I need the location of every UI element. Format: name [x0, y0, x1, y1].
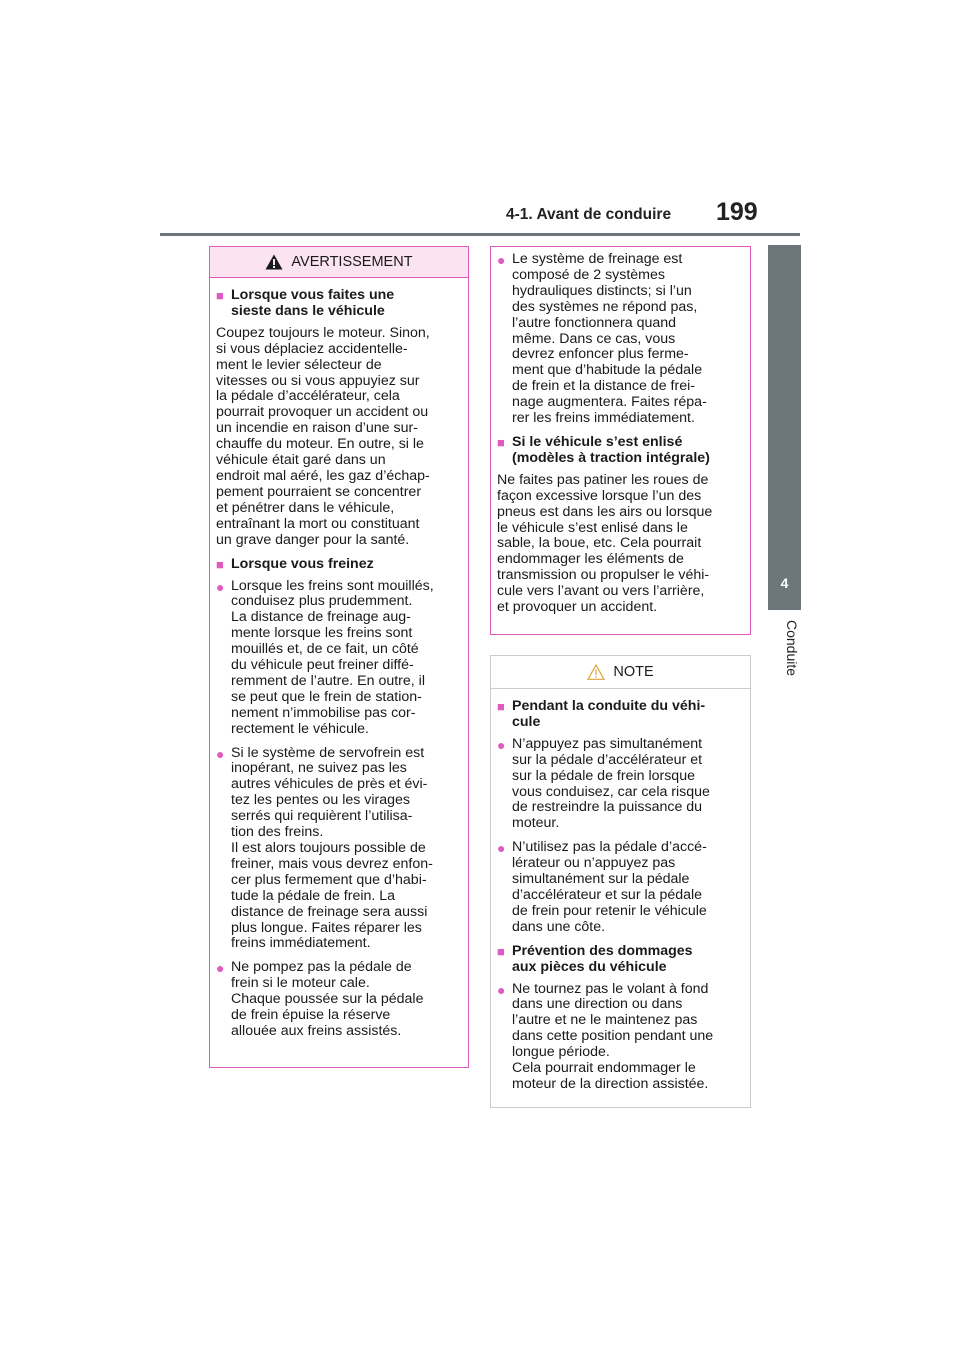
warning-bullet	[216, 579, 462, 738]
note-heading: NOTE	[613, 664, 654, 680]
circle-bullet-icon: ●	[216, 578, 225, 595]
warning-bullet-text: Si le système de servofrein est inopérant, ne suivez pas les autres véhicules de près et évi- tez les pentes ou les virages serrés qui requièrent l’utilisa- tion des freins. Il est alors toujours possible de freiner, mais vous devrez enfon- cer plus fermement que d’habi- tude la pédale de frein. La distance de freinage sera aussi plus longue. Faites réparer les freins immédiatement.	[231, 744, 433, 952]
note-section-title-text: Prévention des dommages aux pièces du véhicule	[512, 942, 693, 975]
warning-paragraph: Ne faites pas patiner les roues de façon excessive lorsque l’un des pneus est dans les airs ou lorsque le véhicule s’est enlisé dans le sable, la boue, etc. Cela pourrait endommager les éléments de transmission ou propulser le véhi- cule vers l’avant ou vers l’arrière, et provoquer un accident.	[497, 471, 713, 616]
note-section-title	[497, 699, 744, 731]
caution-triangle-icon	[587, 664, 605, 680]
warning-box-continued	[490, 246, 751, 635]
note-bullet	[497, 737, 744, 832]
warning-paragraph: Coupez toujours le moteur. Sinon, si vous déplaciez accidentelle- ment le levier sélecteur de vitesses ou si vous appuyiez sur la pédale d’accélérateur, cela pourrait provoquer un accident ou un incendie en raison d’une sur- chauffe du moteur. En outre, si le véhicule était garé dans un endroit mal aéré, les gaz d’échap- pement pourraient se concentrer et pénétrer dans le véhicule, entraînant la mort ou constituant un grave danger pour la santé.	[216, 324, 430, 548]
warning-section-title-text: Si le véhicule s’est enlisé (modèles à traction intégrale)	[512, 433, 710, 466]
square-bullet-icon: ■	[497, 943, 505, 959]
circle-bullet-icon: ●	[497, 252, 506, 268]
circle-bullet-icon: ●	[497, 736, 506, 753]
note-header	[491, 656, 750, 689]
note-section-title	[497, 944, 744, 976]
note-bullet	[497, 982, 744, 1093]
note-bullet	[497, 840, 744, 935]
note-box	[490, 655, 751, 1108]
note-bullet-text: N’utilisez pas la pédale d’accé- lérateur ou n’appuyez pas simultanément sur la pédale d’accélérateur et sur la pédale de frein pour retenir le véhicule dans une côte.	[512, 839, 707, 935]
note-section-title-text: Pendant la conduite du véhi- cule	[512, 698, 706, 730]
warning-box	[209, 246, 469, 1068]
warning-bullet	[216, 746, 462, 953]
circle-bullet-icon: ●	[216, 745, 225, 762]
note-bullet-text: Ne tournez pas le volant à fond dans une direction ou dans l’autre et ne le maintenez pas dans cette position pendant une longue période. Cela pourrait endommager le moteur de la direction assistée.	[512, 980, 714, 1092]
square-bullet-icon: ■	[216, 556, 224, 572]
page-number: 199	[716, 198, 758, 226]
warning-heading: AVERTISSEMENT	[291, 254, 413, 270]
section-title: 4-1. Avant de conduire	[506, 206, 672, 223]
warning-triangle-icon	[265, 254, 283, 270]
circle-bullet-icon: ●	[497, 981, 506, 998]
warning-bullet	[497, 252, 744, 427]
warning-header	[210, 247, 468, 278]
warning-section-title	[216, 288, 462, 320]
warning-bullet-text: Lorsque les freins sont mouillés, conduisez plus prudemment. La distance de freinage aug- mente lorsque les freins sont mouillés et, de ce fait, un côté du véhicule peut freiner diffé- remment de l’autre. En outre, il se peut que le frein de station- nement n’immobilise pas cor- rectement le véhicule.	[231, 577, 434, 737]
warning-section-title	[497, 435, 744, 467]
header-divider	[160, 233, 800, 236]
warning-section-title-text: Lorsque vous faites une sieste dans le véhicule	[231, 287, 395, 319]
square-bullet-icon: ■	[497, 434, 505, 450]
warning-section-title-text: Lorsque vous freinez	[231, 555, 374, 572]
square-bullet-icon: ■	[216, 288, 224, 303]
circle-bullet-icon: ●	[216, 960, 225, 977]
chapter-number: 4	[780, 575, 789, 591]
circle-bullet-icon: ●	[497, 840, 506, 857]
warning-bullet-text: Ne pompez pas la pédale de frein si le moteur cale. Chaque poussée sur la pédale de frein épuise la réserve allouée aux freins assistés.	[231, 959, 424, 1039]
chapter-tab	[768, 245, 801, 610]
chapter-label: Conduite	[784, 620, 800, 677]
warning-bullet-text: Le système de freinage est composé de 2 systèmes hydrauliques distincts; si l’un des systèmes ne répond pas, l’autre fonctionnera quand même. Dans ce cas, vous devrez enfoncer plus ferme- ment que d’habitude la pédale de frein et la distance de frei- nage augmentera. Faites répa- rer les freins immédiatement.	[512, 251, 707, 427]
square-bullet-icon: ■	[497, 699, 505, 714]
warning-section-title	[216, 557, 462, 573]
warning-bullet	[216, 960, 462, 1040]
note-bullet-text: N’appuyez pas simultanément sur la pédale d’accélérateur et sur la pédale de frein lorsque vous conduisez, car cela risque de restreindre la puissance du moteur.	[512, 735, 710, 832]
